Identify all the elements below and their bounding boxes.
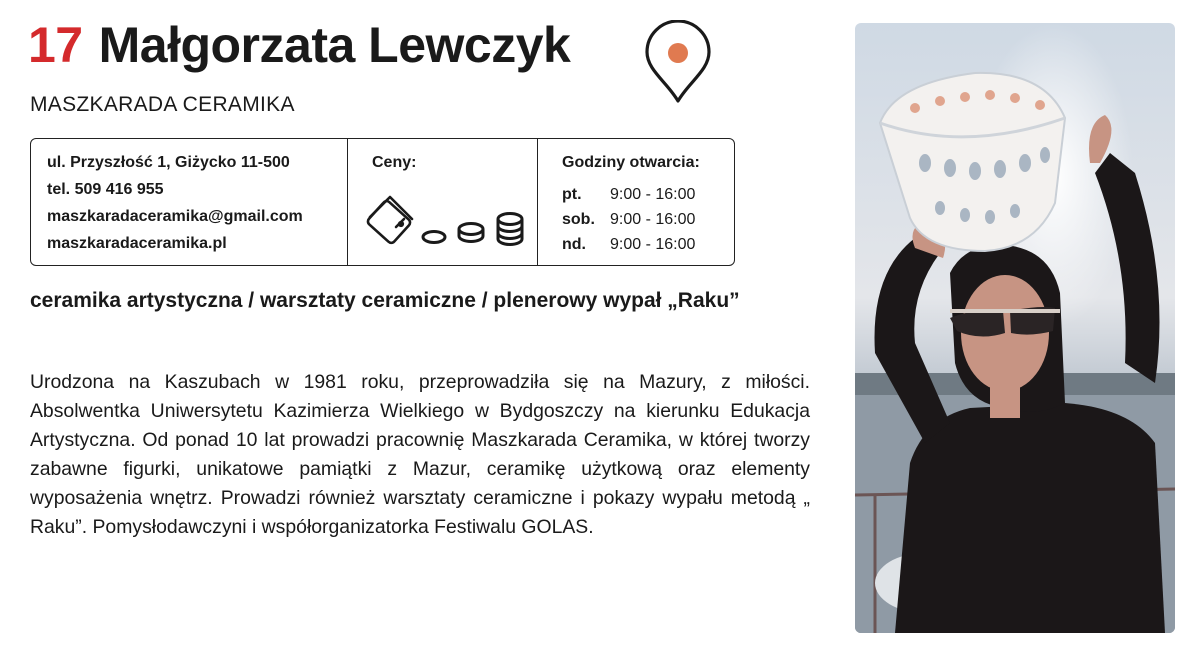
price-icons xyxy=(364,189,532,253)
hours-label: Godziny otwarcia: xyxy=(562,154,700,171)
hours-time: 9:00 - 16:00 xyxy=(610,186,696,203)
hours-time: 9:00 - 16:00 xyxy=(610,211,696,228)
page-title xyxy=(28,14,570,76)
address-text: ul. Przyszłość 1, Giżycko 11-500 xyxy=(47,154,290,171)
studio-name: MASZKARADA CERAMIKA xyxy=(30,93,295,116)
website-link[interactable]: maszkaradaceramika.pl xyxy=(47,235,227,252)
coin-double-icon xyxy=(459,224,483,242)
hours-day: pt. xyxy=(562,186,582,203)
prices-column xyxy=(347,139,538,265)
email-link[interactable]: maszkaradaceramika@gmail.com xyxy=(47,208,303,225)
hours-row-friday xyxy=(562,185,695,205)
coin-stack-icon xyxy=(498,214,522,245)
hours-row-sunday xyxy=(562,235,695,255)
activity-tags: ceramika artystyczna / warsztaty ceramiczne / plenerowy wypał „Raku” xyxy=(30,289,740,312)
hours-day: sob. xyxy=(562,211,595,228)
artist-name: Małgorzata Lewczyk xyxy=(98,17,571,73)
contact-column xyxy=(31,139,347,265)
info-box xyxy=(30,138,735,266)
wallet-icon xyxy=(366,197,412,245)
phone-text: tel. 509 416 955 xyxy=(47,181,164,198)
artist-photo xyxy=(855,23,1175,633)
entry-number: 17 xyxy=(28,17,83,73)
map-pin-icon xyxy=(643,20,713,104)
coin-single-icon xyxy=(423,232,445,243)
hours-column xyxy=(537,139,734,265)
hours-row-saturday xyxy=(562,210,695,230)
biography-text: Urodzona na Kaszubach w 1981 roku, przeprowadziła się na Mazury, z miłości. Absolwentka Uniwersytetu Kazimierza Wielkiego w Bydgoszczy na kierunku Edukacja Artystyczna. Od ponad 10 lat prowadzi pracownię Maszkarada Ceramika, w której tworzy zabawne figurki, unikatowe pamiątki z Mazur, ceramikę użytkową oraz elementy wyposażenia wnętrz. Prowadzi również warsztaty ceramiczne i pokazy wypału metodą „ Raku”. Pomysłodawczyni i współorganizatorka Festiwalu GOLAS. xyxy=(30,371,810,538)
hours-time: 9:00 - 16:00 xyxy=(610,236,696,253)
prices-label: Ceny: xyxy=(372,154,417,171)
hours-day: nd. xyxy=(562,236,586,253)
map-pin-dot xyxy=(668,43,688,63)
